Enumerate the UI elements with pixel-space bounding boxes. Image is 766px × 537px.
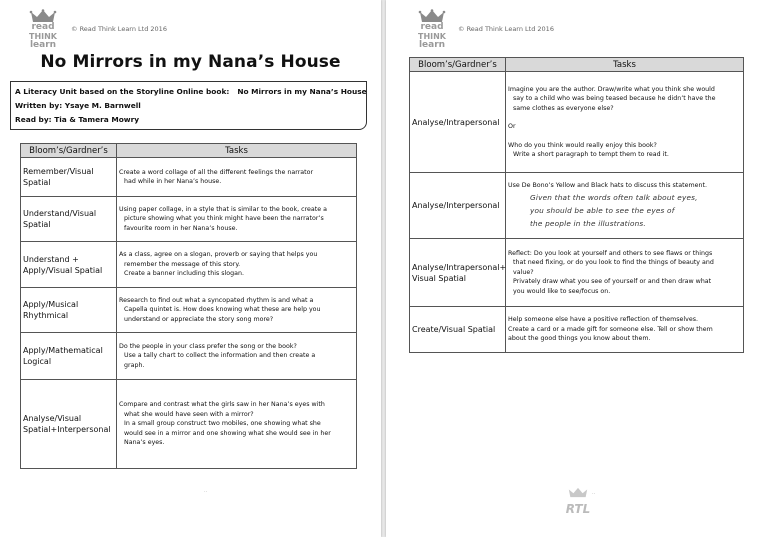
table-row [21,242,357,288]
tasks-table-page-2 [409,57,744,353]
book-title-text: No Mirrors in my Nana’s House [237,87,367,96]
logo-read: read [420,22,444,32]
logo-think: THINK [417,32,447,41]
table-row [410,307,744,353]
task-cell: Imagine you are the author. Draw/write what you think she would say to a child who was being teased because he didn’t have the same clothes as everyone else? Or Who do you think would really enjoy this book? Write a short paragraph to tempt them to read it. [506,72,744,173]
category-cell: Analyse/Interpersonal [410,173,506,239]
book-info-box [10,81,367,130]
page-1 [0,0,381,537]
based-on-line [15,85,367,99]
debono-statement-line: the people in the illustrations. [530,218,646,228]
table-row [410,173,744,239]
copyright-notice: © Read Think Learn Ltd 2016 [458,25,554,33]
table-row [21,158,357,197]
crown-icon [415,9,449,23]
tasks-table-page-1 [20,143,357,469]
table-row [21,197,357,242]
debono-statement-line: you should be able to see the eyes of [530,205,675,215]
read-think-learn-logo [26,9,60,57]
task-cell: As a class, agree on a slogan, proverb or saying that helps you remember the message of this story. Create a banner including this slogan. [117,242,357,288]
task-cell: Use De Bono’s Yellow and Black hats to discuss this statement. Given that the words often talk about eyes, you should be able to see the eyes of the people in the illustrations. [506,173,744,239]
task-cell: Research to find out what a syncopated rhythm is and what a Capella quintet is. How does knowing what these are help you understand or appreciate the story song more? [117,288,357,333]
category-cell: Analyse/Intrapersonal+ Visual Spatial [410,239,506,307]
table-row [21,333,357,380]
task-cell: Create a word collage of all the different feelings the narrator had while in her Nana’s house. [117,158,357,197]
task-cell: Using paper collage, in a style that is similar to the book, create a picture showing what you think might have been the narrator’s favourite room in her Nana’s house. [117,197,357,242]
header-tasks: Tasks [117,144,357,158]
header-blooms-gardners: Bloom’s/Gardner’s [410,58,506,72]
rtl-footer-logo [563,487,596,517]
category-cell: Apply/Musical Rhythmical [21,288,117,333]
category-cell: Analyse/Intrapersonal [410,72,506,173]
task-cell: Help someone else have a positive reflection of themselves. Create a card or a made gift for someone else. Tell or show them about the good things you know about them. [506,307,744,353]
category-cell: Create/Visual Spatial [410,307,506,353]
copyright-notice: © Read Think Learn Ltd 2016 [71,25,167,33]
header-tasks: Tasks [506,58,744,72]
rtl-text: RTL [565,502,591,516]
read-think-learn-logo [415,9,449,57]
crown-icon [565,487,591,498]
task-cell: Reflect: Do you look at yourself and others to see flaws or things that need fixing, or do you look to find the things of beauty and value? Privately draw what you see of yourself or and then draw what you would like to see/focus on. [506,239,744,307]
table-row [21,380,357,469]
page-number-mark: ·· [204,489,208,495]
logo-read: read [31,22,55,32]
table-row [21,288,357,333]
based-on-text: A Literacy Unit based on the Storyline Online book: [15,87,230,96]
logo-learn: learn [418,40,446,50]
task-cell: Do the people in your class prefer the song or the book? Use a tally chart to collect the information and then create a graph. [117,333,357,380]
crown-icon [26,9,60,23]
table-row [410,239,744,307]
category-cell: Remember/Visual Spatial [21,158,117,197]
category-cell: Apply/Mathematical Logical [21,333,117,380]
read-by: Read by: Tia & Tamera Mowry [15,115,140,124]
page-title: No Mirrors in my Nana’s House [40,52,341,72]
category-cell: Understand/Visual Spatial [21,197,117,242]
logo-learn: learn [29,40,57,50]
debono-statement-line: Given that the words often talk about eyes, [530,192,698,202]
category-cell: Understand + Apply/Visual Spatial [21,242,117,288]
table-row [410,72,744,173]
written-by: Written by: Ysaye M. Barnwell [15,101,141,110]
header-blooms-gardners: Bloom’s/Gardner’s [21,144,117,158]
page-number-mark: ·· [592,491,596,497]
logo-think: THINK [28,32,58,41]
category-cell: Analyse/Visual Spatial+Interpersonal [21,380,117,469]
task-cell: Compare and contrast what the girls saw in her Nana’s eyes with what she would have seen with a mirror? In a small group construct two mobiles, one showing what she would see in a mirror and one showing what she would see in her Nana’s eyes. [117,380,357,469]
